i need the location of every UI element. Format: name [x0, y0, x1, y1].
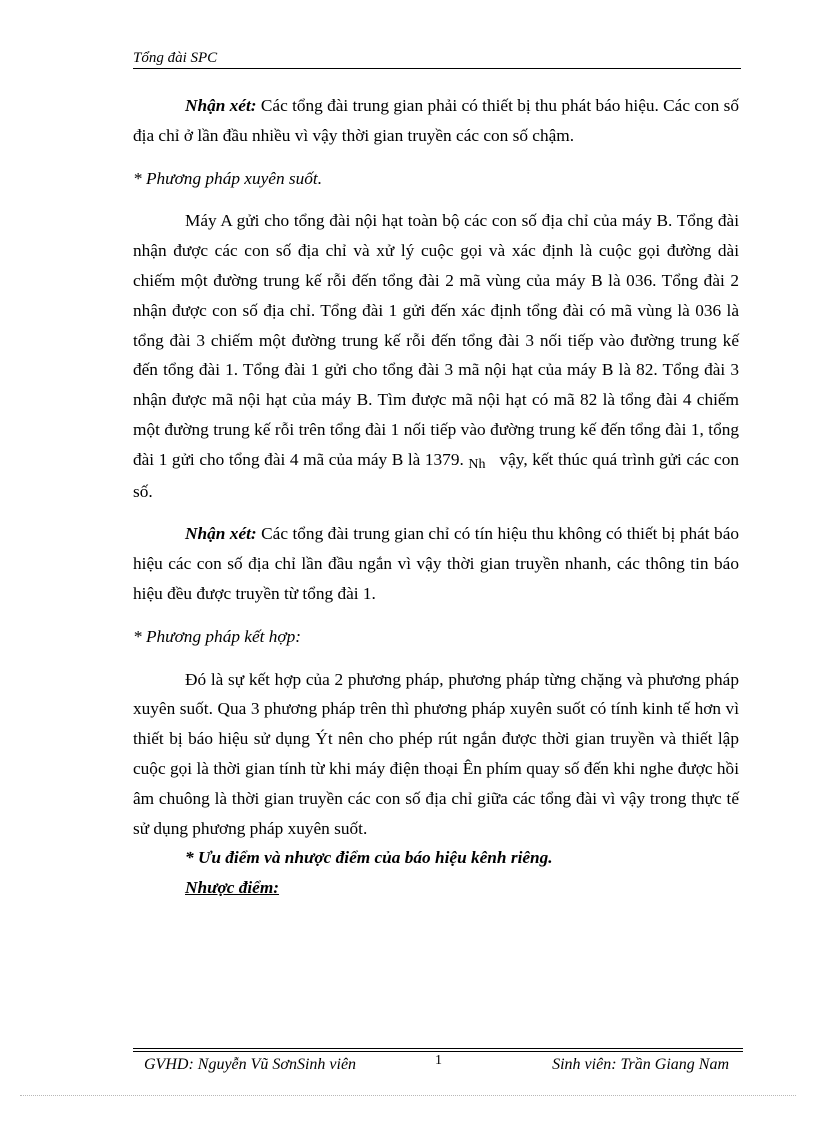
remark-text: Các tổng đài trung gian chỉ có tín hiệu thu không có thiết bị phát báo hiệu các con số địa chỉ lần đầu ngắn vì vậy thời gian truyền nhanh, các thông tin báo hiệu đều được truyền từ tổng đài 1. [133, 524, 740, 603]
page-bottom-border [20, 1095, 796, 1096]
page-body [133, 91, 739, 903]
footer-rule [133, 1048, 743, 1049]
page-header [133, 49, 741, 67]
remark-label: Nhận xét: [185, 96, 257, 115]
section-heading-disadvantages: Nhược điểm: [185, 878, 280, 898]
page-number: 1 [435, 1053, 442, 1068]
section-heading-pros-cons: * Ưu điểm và nhược điểm của báo hiệu kênh riêng. [185, 848, 553, 868]
footer-student: Sinh viên: Trần Giang Nam [552, 1056, 729, 1073]
truncated-word: Nh [468, 456, 486, 472]
remark-text: Các tổng đài trung gian phải có thiết bị thu phát báo hiệu. Các con số địa chỉ ở lần đầu nhiều vì vậy thời gian truyền các con số chậm. [133, 96, 740, 145]
header-title: Tổng đài SPC [133, 50, 218, 66]
paragraph-through-method [133, 206, 739, 506]
paragraph-remark-2 [133, 519, 739, 608]
through-method-text: Máy A gửi cho tổng đài nội hạt toàn bộ các con số địa chỉ của máy B. Tổng đài nhận được các con số địa chỉ và xử lý cuộc gọi và xác định là cuộc gọi đường dài chiếm một đường trung kế rỗi đến tổng đài 2 mã vùng của máy B là 036. Tổng đài 2 nhận được con số địa chỉ. Tổng đài 1 gửi đến xác định tổng đài có mã vùng là 036 là tổng đài 3 chiếm một đường trung kế rỗi đến tổng đài 3 nối tiếp vào đường trung kế đến tổng đài 1. Tổng đài 1 gửi cho tổng đài 3 mã nội hạt của máy B là 82. Tổng đài 3 nhận được mã nội hạt của máy B. Tìm được mã nội hạt có mã 82 là tổng đài 4 chiếm một đường trung kế rỗi trên tổng đài 1 nối tiếp vào đường trung kế đến tổng đài 1, tổng đài 1 gửi cho tổng đài 4 mã của máy B là 1379. [133, 211, 739, 469]
footer-supervisor: GVHD: Nguyễn Vũ SơnSinh viên [144, 1056, 357, 1073]
remark-label: Nhận xét: [185, 524, 257, 544]
paragraph-combined-method: Đó là sự kết hợp của 2 phương pháp, phương pháp từng chặng và phương pháp xuyên suốt. Qua 3 phương pháp trên thì phương pháp xuyên suốt có tính kinh tế hơn vì thiết bị báo hiệu sử dụng Ýt nên cho phép rút ngắn được thời gian truyền và thiết lập cuộc gọi là thời gian tính từ khi máy điện thoại Ên phím quay số đến khi nghe được hồi âm chuông là thời gian truyền các con số địa chỉ giữa các tổng đài vì vậy trong thực tế sử dụng phương pháp xuyên suốt. [133, 669, 739, 838]
method-combined-heading: * Phương pháp kết hợp: [133, 626, 302, 646]
footer-rule [133, 1051, 743, 1052]
paragraph-remark-1 [133, 91, 739, 151]
method-through-heading: * Phương pháp xuyên suốt. [133, 168, 323, 188]
through-method-end: vậy, kết thúc quá trình gửi các con số. [133, 449, 739, 501]
header-rule [133, 68, 741, 69]
